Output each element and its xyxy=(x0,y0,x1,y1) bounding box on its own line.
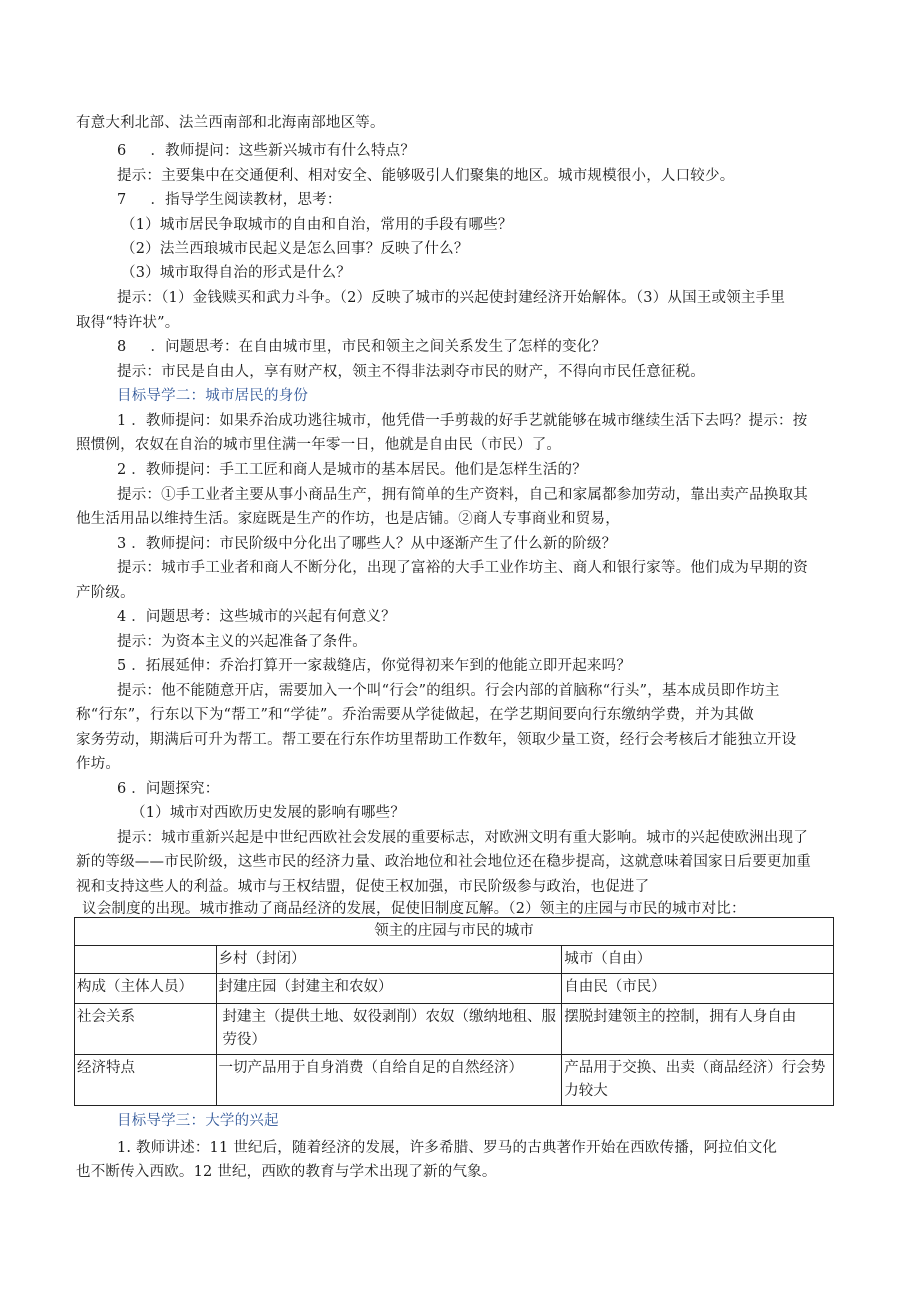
text-line: 照惯例，农奴在自治的城市里住满一年零一日，他就是自由民（市民）了。 xyxy=(76,437,562,453)
question-line: 3 ．教师提问：市民阶级中分化出了哪些人？从中逐渐产生了什么新的阶级？ xyxy=(117,536,617,552)
row-label: 社会关系 xyxy=(75,1004,217,1055)
question-6: 6 ．教师提问：这些新兴城市有什么特点？ xyxy=(117,143,416,159)
hint-line: 提示：①手工业者主要从事小商品生产，拥有简单的生产资料，自己和家属都参加劳动，靠出卖产品换取其 xyxy=(117,487,808,503)
row-label: 经济特点 xyxy=(75,1055,217,1106)
city-cell: 产品用于交换、出卖（商品经济）行会势力较大 xyxy=(562,1055,834,1106)
text-line: 视和支持这些人的利益。城市与王权结盟，促使王权加强，市民阶级参与政治，也促进了 xyxy=(76,879,650,895)
text-line: 他生活用品以维持生活。家庭既是生产的作坊，也是店铺。②商人专事商业和贸易， xyxy=(76,511,620,527)
hint-line: 提示：城市重新兴起是中世纪西欧社会发展的重要标志，对欧洲文明有重大影响。城市的兴起使欧洲出现了 xyxy=(117,830,808,846)
row-label: 构成（主体人员） xyxy=(75,974,217,1004)
rural-cell: 一切产品用于自身消费（自给自足的自然经济） xyxy=(216,1055,562,1106)
question-line: 4 ．问题思考：这些城市的兴起有何意义？ xyxy=(117,609,396,625)
city-cell: 自由民（市民） xyxy=(562,974,834,1004)
table-header-rural: 乡村（封闭） xyxy=(216,946,562,974)
table-row xyxy=(75,974,834,1004)
text-line: 作坊。 xyxy=(76,756,121,772)
hint-line: 提示：为资本主义的兴起准备了条件。 xyxy=(117,634,367,650)
table-header-city: 城市（自由） xyxy=(562,946,834,974)
question-line: 1 ．教师提问：如果乔治成功逃往城市，他凭借一手剪裁的好手艺就能够在城市继续生活下去吗？提示：按 xyxy=(117,413,808,429)
section-heading-3: 目标导学三：大学的兴起 xyxy=(117,1113,279,1129)
text-line: 议会制度的出现。城市推动了商品经济的发展，促使旧制度瓦解。（2）领主的庄园与市民的城市对比： xyxy=(82,901,746,917)
table-row xyxy=(75,1055,834,1106)
question-7: 7 ．指导学生阅读教材，思考： xyxy=(117,192,342,208)
text-line: 新的等级——市民阶级，这些市民的经济力量、政治地位和社会地位还在稳步提高，这就意味着国家日后要更加重 xyxy=(76,854,811,870)
text-line: 产阶级。 xyxy=(76,585,135,601)
sub-question-3: （3）城市取得自治的形式是什么？ xyxy=(121,265,351,281)
sub-question: （1）城市对西欧历史发展的影响有哪些？ xyxy=(131,805,406,821)
hint-line: 提示：他不能随意开店，需要加入一个叫“行会”的组织。行会内部的首脑称“行头”，基本成员即作坊主 xyxy=(117,683,780,699)
text-line: 1. 教师讲述：11 世纪后，随着经济的发展，许多希腊、罗马的古典著作开始在西欧传播，阿拉伯文化 xyxy=(117,1140,778,1156)
comparison-table xyxy=(74,917,834,1106)
table-title: 领主的庄园与市民的城市 xyxy=(75,918,834,946)
hint-line: 提示：主要集中在交通便利、相对安全、能够吸引人们聚集的地区。城市规模很小，人口较少。 xyxy=(117,168,735,184)
table-row xyxy=(75,1004,834,1055)
rural-cell: 封建庄园（封建主和农奴） xyxy=(216,974,562,1004)
text-line: 称“行东”，行东以下为“帮工”和“学徒”。乔治需要从学徒做起，在学艺期间要向行东缴纳学费，并为其做 xyxy=(76,707,754,723)
question-line: 5 ．拓展延伸：乔治打算开一家裁缝店，你觉得初来乍到的他能立即开起来吗？ xyxy=(117,658,632,674)
hint-line: 提示：市民是自由人，享有财产权，领主不得非法剥夺市民的财产，不得向市民任意征税。 xyxy=(117,364,705,380)
hint-line: 提示：（1）金钱赎买和武力斗争。（2）反映了城市的兴起使封建经济开始解体。（3）从国王或领主手里 xyxy=(117,290,786,306)
question-line: 2 ．教师提问：手工工匠和商人是城市的基本居民。他们是怎样生活的？ xyxy=(117,462,587,478)
question-line: 6 ．问题探究： xyxy=(117,781,220,797)
sub-question-1: （1）城市居民争取城市的自由和自治，常用的手段有哪些？ xyxy=(121,217,513,233)
text-line: 有意大利北部、法兰西南部和北海南部地区等。 xyxy=(76,115,385,131)
rural-cell: 封建主（提供土地、奴役剥削）农奴（缴纳地租、服劳役） xyxy=(216,1004,562,1055)
table-header-empty xyxy=(75,946,217,974)
text-line: 也不断传入西欧。12 世纪，西欧的教育与学术出现了新的气象。 xyxy=(76,1164,497,1180)
sub-question-2: （2）法兰西琅城市民起义是怎么回事？反映了什么？ xyxy=(121,241,469,257)
hint-line: 提示：城市手工业者和商人不断分化，出现了富裕的大手工业作坊主、商人和银行家等。他们成为早期的资 xyxy=(117,560,808,576)
section-heading-2: 目标导学二：城市居民的身份 xyxy=(117,388,309,404)
hint-line-cont: 取得“特许状”。 xyxy=(76,315,180,331)
question-8: 8 ．问题思考：在自由城市里，市民和领主之间关系发生了怎样的变化？ xyxy=(117,339,607,355)
city-cell: 摆脱封建领主的控制，拥有人身自由 xyxy=(562,1004,834,1055)
text-line: 家务劳动，期满后可升为帮工。帮工要在行东作坊里帮助工作数年，领取少量工资，经行会考核后才能独立开设 xyxy=(76,732,797,748)
